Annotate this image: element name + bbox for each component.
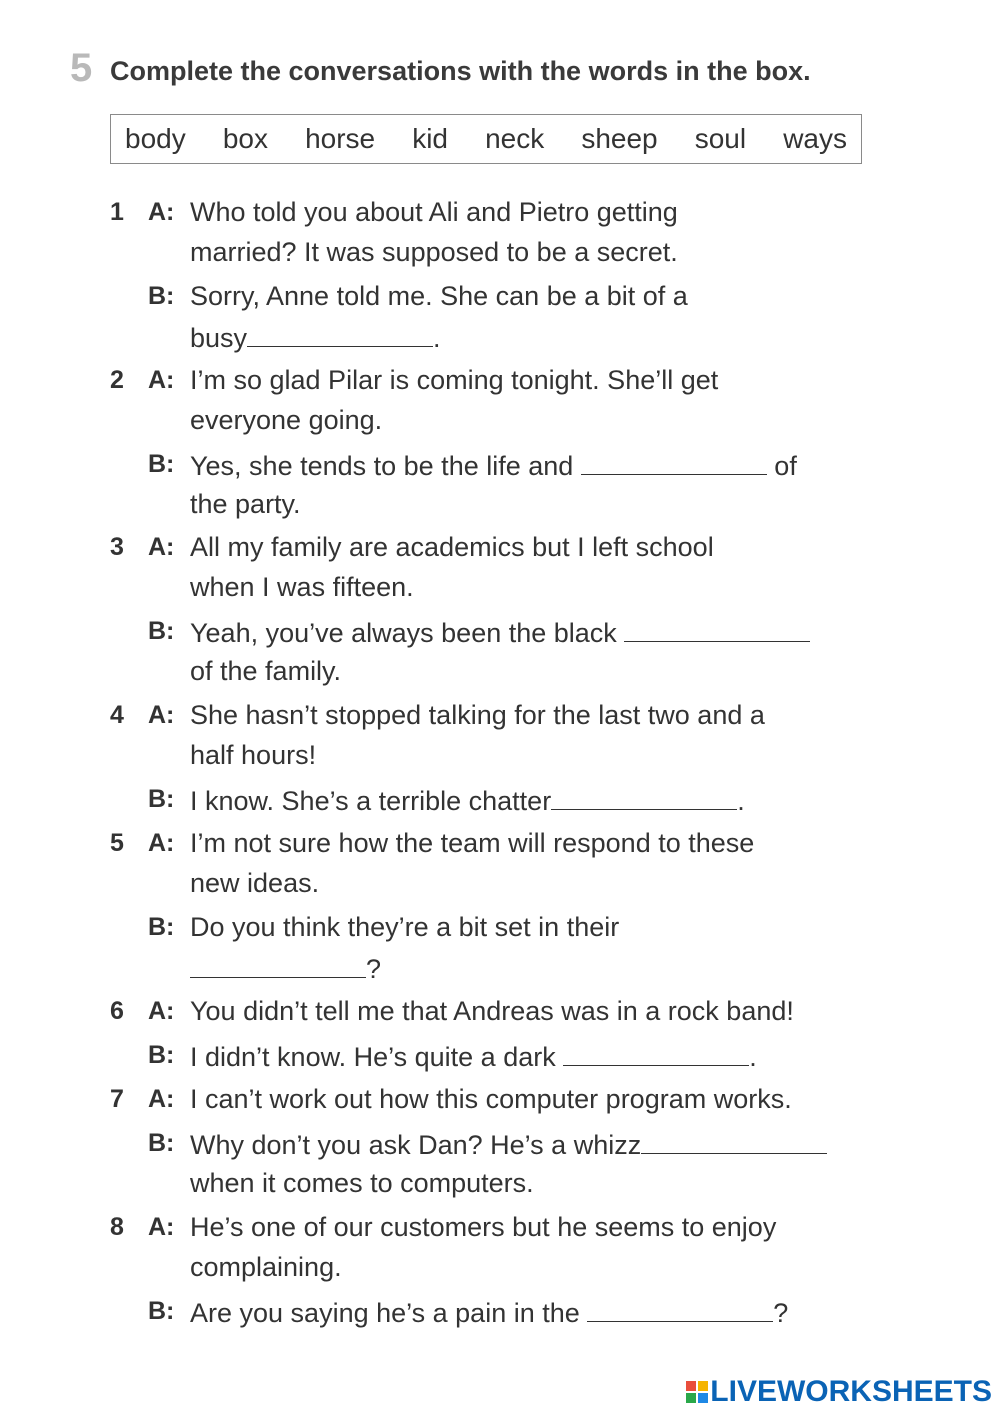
line-text: . [737,786,745,816]
line-text: Why don’t you ask Dan? He’s a whizz [190,1130,642,1160]
word-box-item: kid [412,123,448,154]
speaker-a-label: A: [148,533,175,561]
dialogue-line: of the family. [190,656,342,686]
word-box-item: ways [783,123,847,154]
dialogue-line: complaining. [190,1252,342,1282]
dialogue-line: everyone going. [190,405,383,435]
speaker-a-label: A: [148,1213,175,1241]
line-text: I didn’t know. He’s quite a dark [190,1042,564,1072]
dialogue-line: I’m so glad Pilar is coming tonight. She’ll get [190,365,719,395]
answer-blank[interactable] [563,1039,749,1066]
line-text: I know. She’s a terrible chatter [190,786,552,816]
logo-grid-icon [686,1381,708,1403]
speaker-b-label: B: [148,913,175,941]
line-text: of [766,451,797,481]
line-text: ? [366,954,382,984]
speaker-a-label: A: [148,366,175,394]
word-box-item: box [222,123,268,154]
dialogue-line: I can’t work out how this computer program works. [190,1084,792,1114]
speaker-a-label: A: [148,829,175,857]
speaker-b-label: B: [148,617,175,645]
dialogue-line: All my family are academics but I left school [190,532,714,562]
speaker-a-label: A: [148,701,175,729]
answer-blank[interactable] [190,951,366,978]
word-box-item: neck [485,123,545,154]
word-box [110,114,862,164]
dialogue-line: when it comes to computers. [190,1168,534,1198]
instruction-text: Complete the conversations with the words in the box. [110,56,811,86]
exercise-number: 5 [70,46,93,90]
item-number: 5 [110,829,124,857]
dialogue-line: You didn’t tell me that Andreas was in a rock band! [190,996,794,1026]
answer-blank[interactable] [624,615,810,642]
speaker-b-label: B: [148,785,175,813]
word-box-item: soul [694,123,747,154]
speaker-b-label: B: [148,1041,175,1069]
speaker-a-label: A: [148,1085,175,1113]
line-text: ? [773,1298,789,1328]
dialogue-line [190,615,810,649]
dialogue-line: Who told you about Ali and Pietro getting [190,197,678,227]
word-box-item: sheep [581,123,658,154]
dialogue-line [190,951,381,985]
dialogue-line: half hours! [190,740,317,770]
line-text: Yeah, you’ve always been the black [190,618,625,648]
dialogue-line: She hasn’t stopped talking for the last two and a [190,700,765,730]
line-text: busy [190,323,248,353]
dialogue-line: I’m not sure how the team will respond to these [190,828,755,858]
dialogue-line [190,1295,788,1329]
item-number: 7 [110,1085,124,1113]
dialogue-line: Do you think they’re a bit set in their [190,912,620,942]
logo-square [686,1381,696,1391]
line-text: . [433,323,441,353]
answer-blank[interactable] [551,783,737,810]
logo-text: LIVEWORKSHEETS [710,1375,992,1408]
dialogue-line [190,1127,827,1161]
dialogue-line: He’s one of our customers but he seems to enjoy [190,1212,777,1242]
speaker-b-label: B: [148,282,175,310]
line-text: Yes, she tends to be the life and [190,451,581,481]
dialogue-line: new ideas. [190,868,320,898]
dialogue-line [190,783,745,817]
liveworksheets-logo[interactable] [686,1375,992,1409]
line-text: Are you saying he’s a pain in the [190,1298,588,1328]
dialogue-line: Sorry, Anne told me. She can be a bit of a [190,281,688,311]
answer-blank[interactable] [641,1127,827,1154]
dialogue-line: when I was fifteen. [190,572,414,602]
line-text: . [749,1042,757,1072]
item-number: 2 [110,366,124,394]
item-number: 6 [110,997,124,1025]
item-number: 8 [110,1213,124,1241]
logo-square [686,1393,696,1403]
word-box-item: horse [305,123,376,154]
answer-blank[interactable] [587,1295,773,1322]
dialogue-line [190,1039,757,1073]
word-box-item: body [125,123,186,154]
item-number: 4 [110,701,124,729]
speaker-a-label: A: [148,198,175,226]
answer-blank[interactable] [581,448,767,475]
speaker-b-label: B: [148,1297,175,1325]
item-number: 1 [110,198,124,226]
speaker-b-label: B: [148,450,175,478]
speaker-a-label: A: [148,997,175,1025]
speaker-b-label: B: [148,1129,175,1157]
dialogue-line [190,320,441,354]
dialogue-line: married? It was supposed to be a secret. [190,237,678,267]
logo-square [698,1393,708,1403]
dialogue-line: the party. [190,489,301,519]
dialogue-line [190,448,797,482]
item-number: 3 [110,533,124,561]
logo-square [698,1381,708,1391]
answer-blank[interactable] [247,320,433,347]
